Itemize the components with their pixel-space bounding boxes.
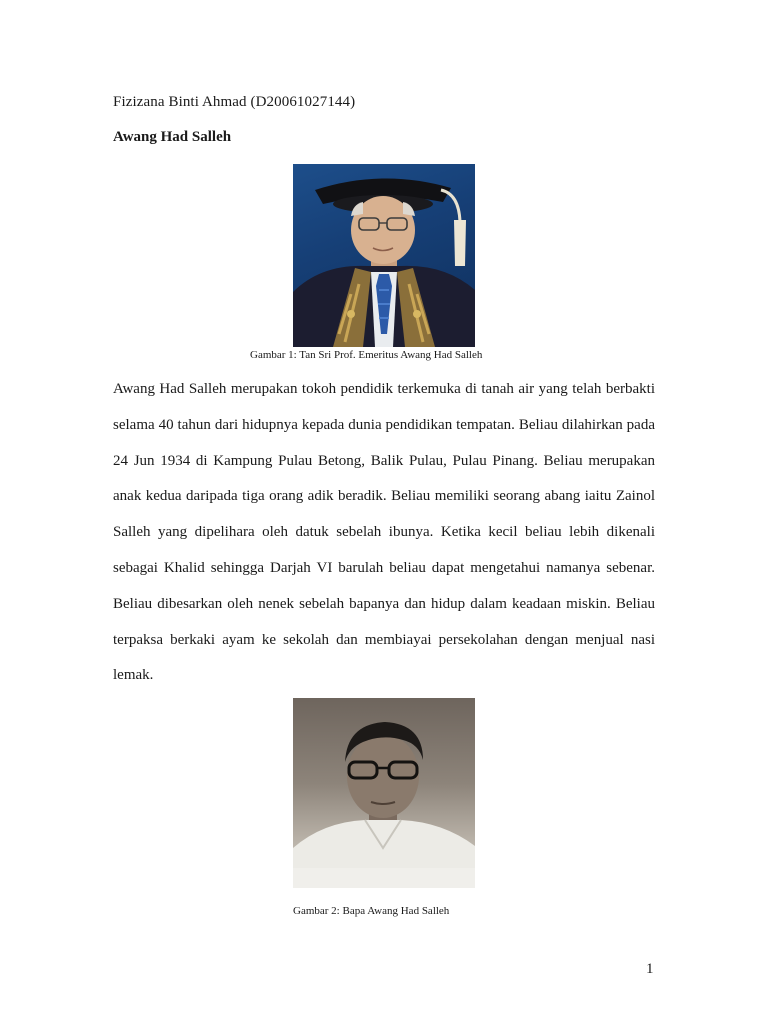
- document-title: Awang Had Salleh: [113, 129, 232, 145]
- figure2-caption: Gambar 2: Bapa Awang Had Salleh: [293, 905, 450, 917]
- portrait-photo-father: [293, 698, 475, 888]
- page-number: 1: [646, 961, 654, 977]
- figure1-caption: Gambar 1: Tan Sri Prof. Emeritus Awang Had Salleh: [250, 349, 483, 361]
- author-line: Fizizana Binti Ahmad (D20061027144): [113, 94, 356, 110]
- portrait-photo-awang-had-salleh: [293, 164, 475, 347]
- body-paragraph: Awang Had Salleh merupakan tokoh pendidik terkemuka di tanah air yang telah berbakti selama 40 tahun dari hidupnya kepada dunia pendidikan tempatan. Beliau dilahirkan pada 24 Jun 1934 di Kampung Pulau Betong, Balik Pulau, Pulau Pinang. Beliau merupakan anak kedua daripada tiga orang adik beradik. Beliau memiliki seorang abang iaitu Zainol Salleh yang dipelihara oleh datuk sebelah ibunya. Ketika kecil beliau lebih dikenali sebagai Khalid sehingga Darjah VI barulah beliau dapat mengetahui namanya sebenar. Beliau dibesarkan oleh nenek sebelah bapanya dan hidup dalam keadaan miskin. Beliau terpaksa berkaki ayam ke sekolah dan membiayai persekolahan dengan menjual nasi lemak.: [113, 381, 655, 684]
